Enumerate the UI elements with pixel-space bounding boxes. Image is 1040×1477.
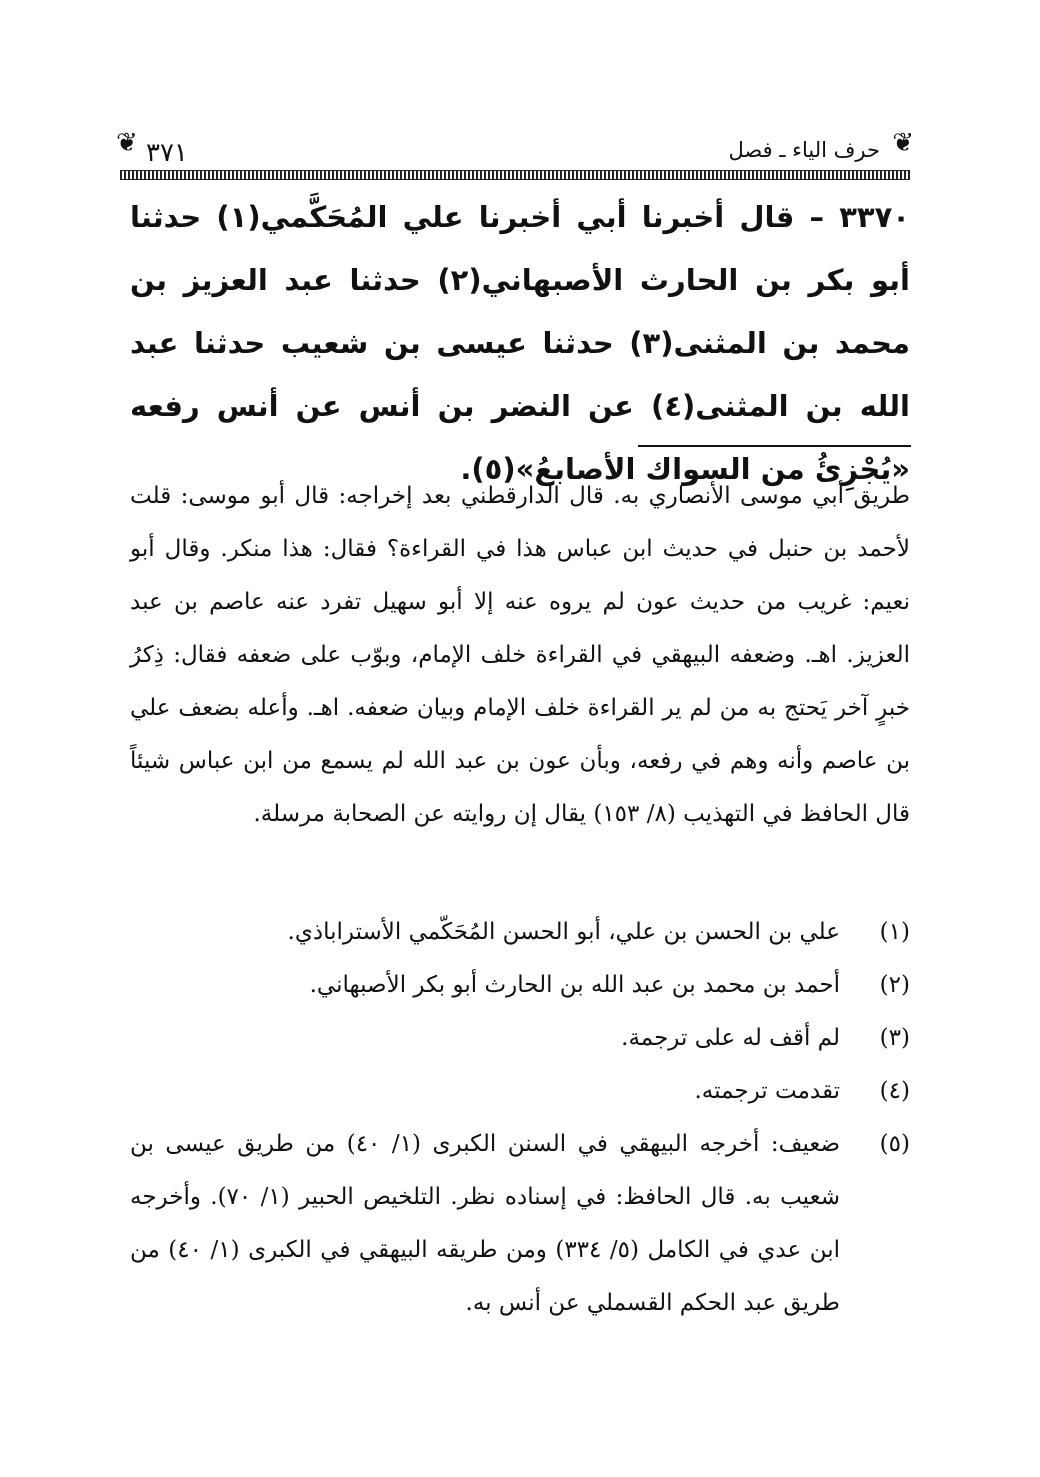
footnote-continuation <box>130 470 910 841</box>
footnote-text: تقدمت ترجمته. <box>694 1078 840 1104</box>
ornament-icon: ❦ <box>892 128 914 158</box>
page-number: ٣٧١ <box>146 138 188 168</box>
footnote-item <box>130 1118 910 1330</box>
footnote-number: (٥) <box>879 1131 910 1157</box>
footnote-text: ضعيف: أخرجه البيهقي في السنن الكبرى (١/ ٤٠) من طريق عيسى بن شعيب به. قال الحافظ: في إسناده نظر. التلخيص الحبير (١/ ٧٠). وأخرجه ابن عدي في الكامل (٥/ ٣٣٤) ومن طريقه البيهقي في الكبرى (١/ ٤٠) من طريق عبد الحكم القسملي عن أنس به. <box>130 1131 841 1316</box>
footnote-text: أحمد بن محمد بن عبد الله بن الحارث أبو بكر الأصبهاني. <box>309 972 840 998</box>
footnote-text: لم أقف له على ترجمة. <box>621 1025 840 1051</box>
chapter-title: حرف الياء ـ فصل <box>728 138 880 162</box>
footnote-number: (٢) <box>879 972 910 998</box>
ornament-icon: ❦ <box>116 128 138 158</box>
footnote-item <box>130 1012 910 1065</box>
footnote-number: (١) <box>879 919 910 945</box>
footnote-item <box>130 1065 910 1118</box>
footnote-number: (٣) <box>879 1025 910 1051</box>
page-header <box>116 128 914 174</box>
hadith-paragraph: ٣٣٧٠ – قال أخبرنا أبي أخبرنا علي المُحَكَّمي(١) حدثنا أبو بكر بن الحارث الأصبهاني(٢) حدثنا عبد العزيز بن محمد بن المثنى(٣) حدثنا عيسى بن شعيب حدثنا عبد الله بن المثنى(٤) عن النضر بن أنس عن أنس رفعه «يُجْزِئُ من السواك الأصابعُ»(٥). <box>130 200 910 486</box>
hadith-text <box>130 186 910 501</box>
footnote-item <box>130 959 910 1012</box>
header-border <box>120 170 910 180</box>
footnote-text: علي بن الحسن بن علي، أبو الحسن المُحَكّمي الأستراباذي. <box>287 919 840 945</box>
footnote-item <box>130 906 910 959</box>
footnote-continuation-text: طريق أبي موسى الأنصاري به. قال الدارقطني بعد إخراجه: قال أبو موسى: قلت لأحمد بن حنبل في حديث ابن عباس هذا في القراءة؟ فقال: هذا منكر. وقال أبو نعيم: غريب من حديث عون لم يروه عنه إلا أبو سهيل تفرد عنه عاصم بن عبد العزيز. اهـ. وضعفه البيهقي في القراءة خلف الإمام، وبوّب على ضعفه فقال: ذِكرُ خبرٍ آخر يَحتج به من لم ير القراءة خلف الإمام وبيان ضعفه. اهـ. وأعله بضعف علي بن عاصم وأنه وهم في رفعه، وبأن عون بن عبد الله لم يسمع من ابن عباس شيئاً قال الحافظ في التهذيب (٨/ ١٥٣) يقال إن روايته عن الصحابة مرسلة. <box>130 483 910 827</box>
footnote-number: (٤) <box>879 1078 910 1104</box>
footnote-divider <box>638 445 911 447</box>
footnote-list <box>130 906 910 1330</box>
